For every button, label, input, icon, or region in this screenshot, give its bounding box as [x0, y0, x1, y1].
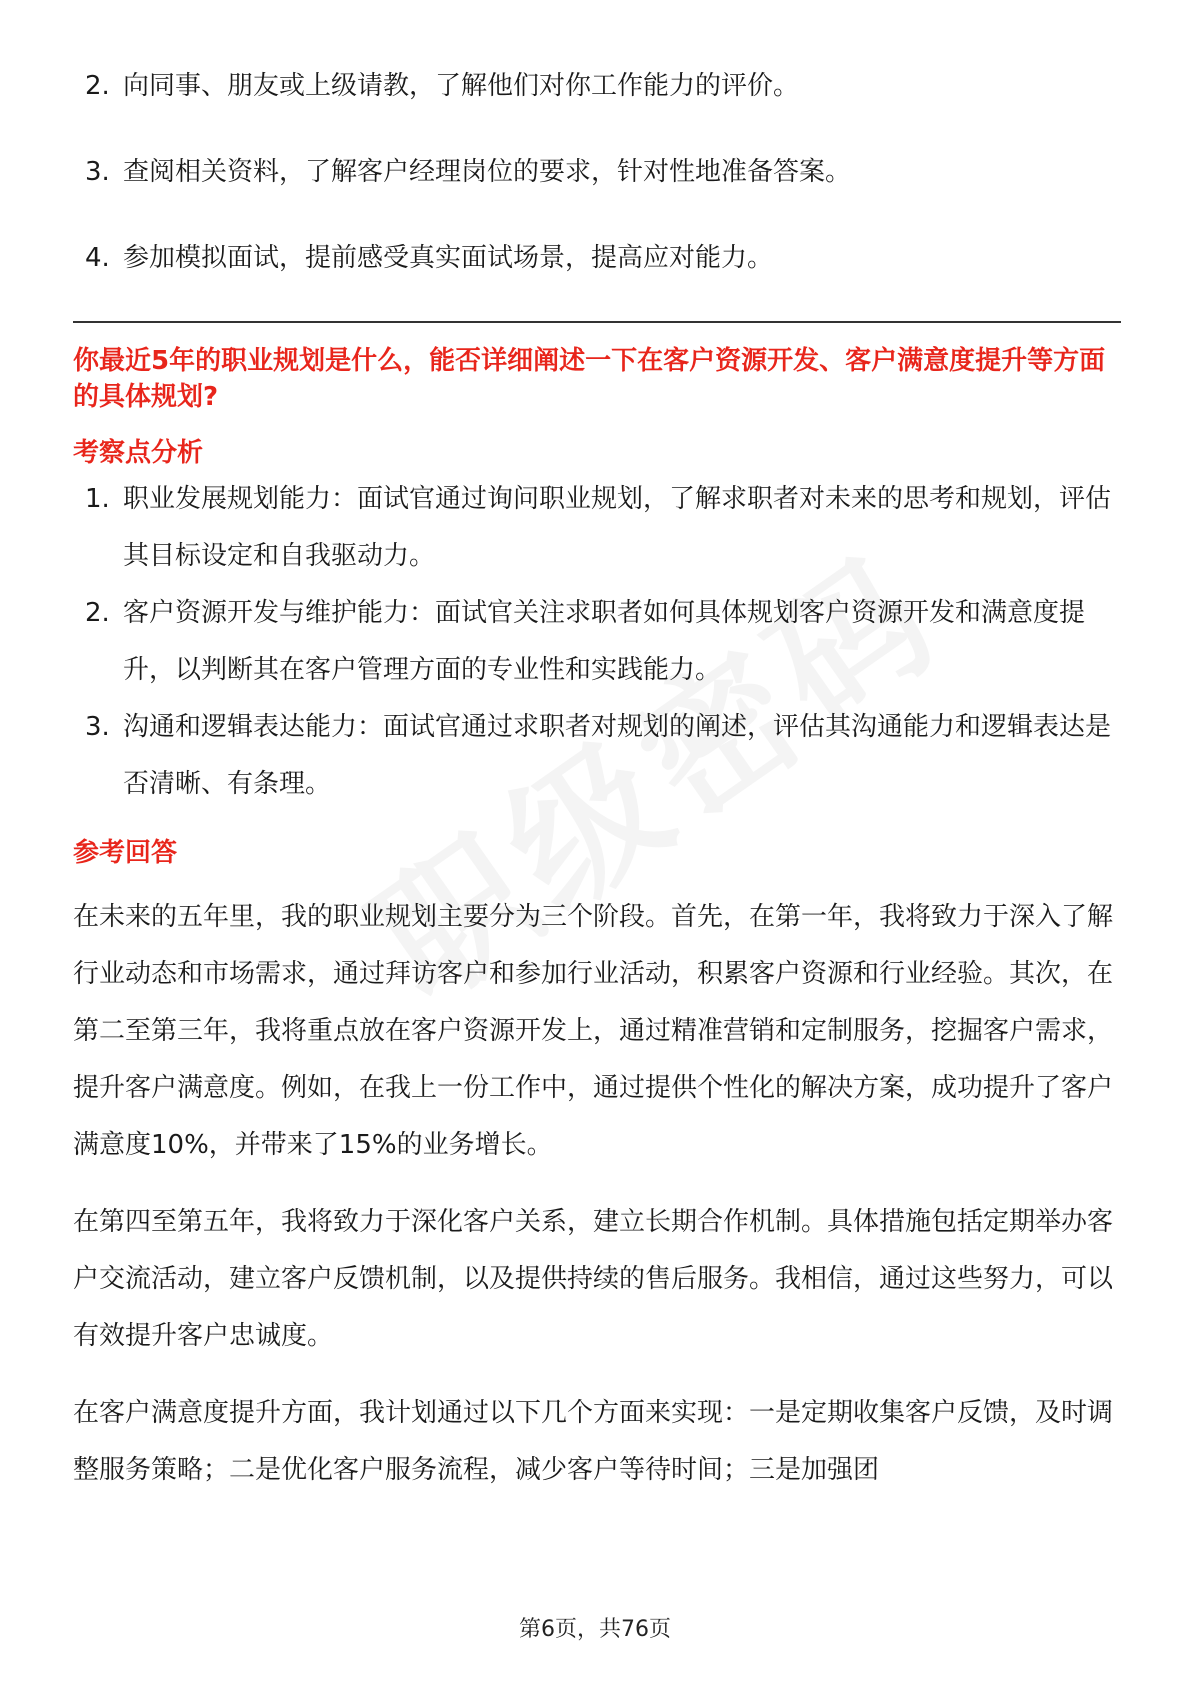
analysis-list: [73, 471, 1121, 813]
list-item: [73, 699, 1121, 813]
list-item: [73, 585, 1121, 699]
list-item: [73, 230, 1121, 287]
list-number: 2.: [85, 598, 110, 628]
answer-paragraph: 在未来的五年里，我的职业规划主要分为三个阶段。首先，在第一年，我将致力于深入了解行业动态和市场需求，通过拜访客户和参加行业活动，积累客户资源和行业经验。其次，在第二至第三年，我将重点放在客户资源开发上，通过精准营销和定制服务，挖掘客户需求，提升客户满意度。例如，在我上一份工作中，通过提供个性化的解决方案，成功提升了客户满意度10%，并带来了15%的业务增长。: [73, 902, 1114, 1160]
list-text: 职业发展规划能力：面试官通过询问职业规划，了解求职者对未来的思考和规划，评估其目标设定和自我驱动力。: [123, 484, 1112, 571]
list-text: 参加模拟面试，提前感受真实面试场景，提高应对能力。: [123, 243, 774, 273]
list-number: 2.: [85, 71, 110, 101]
list-text: 客户资源开发与维护能力：面试官关注求职者如何具体规划客户资源开发和满意度提升，以判断其在客户管理方面的专业性和实践能力。: [123, 598, 1086, 685]
list-item: [73, 58, 1121, 115]
section-divider: [73, 321, 1121, 323]
list-number: 3.: [85, 157, 110, 187]
analysis-title: 考察点分析: [73, 438, 204, 468]
question-heading: 你最近5年的职业规划是什么，能否详细阐述一下在客户资源开发、客户满意度提升等方面的具体规划?: [73, 346, 1106, 412]
list-number: 1.: [85, 484, 110, 514]
list-text: 查阅相关资料，了解客户经理岗位的要求，针对性地准备答案。: [123, 157, 852, 187]
answer-paragraph: 在第四至第五年，我将致力于深化客户关系，建立长期合作机制。具体措施包括定期举办客户交流活动，建立客户反馈机制，以及提供持续的售后服务。我相信，通过这些努力，可以有效提升客户忠诚度。: [73, 1207, 1114, 1351]
list-text: 沟通和逻辑表达能力：面试官通过求职者对规划的阐述，评估其沟通能力和逻辑表达是否清晰、有条理。: [123, 712, 1112, 799]
answer-paragraph: 在客户满意度提升方面，我计划通过以下几个方面来实现：一是定期收集客户反馈，及时调整服务策略；二是优化客户服务流程，减少客户等待时间；三是加强团: [73, 1398, 1114, 1485]
list-item: [73, 144, 1121, 201]
list-text: 向同事、朋友或上级请教，了解他们对你工作能力的评价。: [123, 71, 800, 101]
preparation-list: [73, 58, 1121, 287]
page-content: [73, 58, 1121, 1499]
page-footer: 第6页，共76页: [519, 1617, 671, 1642]
list-number: 4.: [85, 243, 110, 273]
list-number: 3.: [85, 712, 110, 742]
list-item: [73, 471, 1121, 585]
answer-title: 参考回答: [73, 838, 178, 868]
